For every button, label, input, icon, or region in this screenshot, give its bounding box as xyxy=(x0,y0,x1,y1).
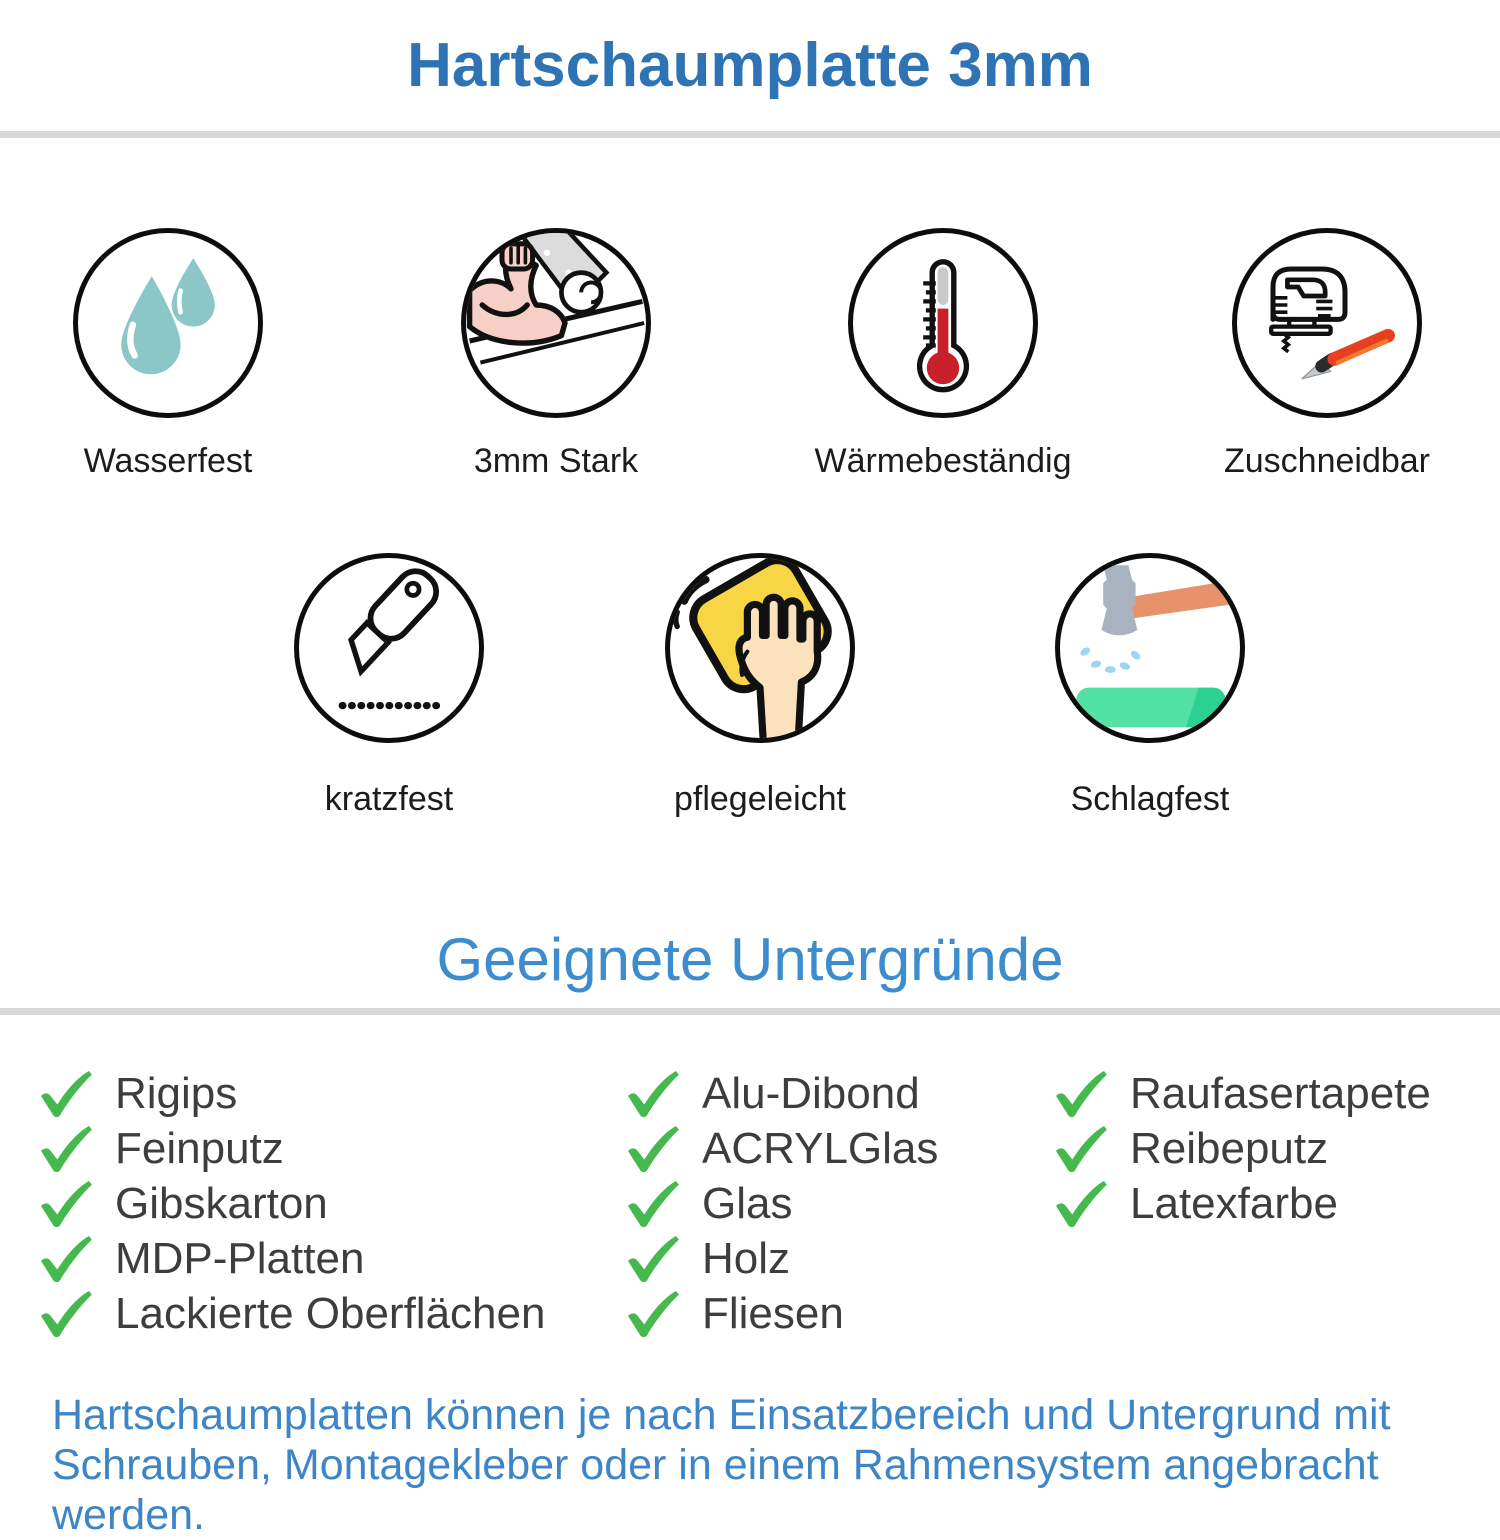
list-item xyxy=(35,1231,545,1286)
list-item xyxy=(1050,1066,1431,1121)
water-drops-icon xyxy=(78,233,258,413)
feature-label: Wärmebeständig xyxy=(814,442,1072,480)
substrates-column-2 xyxy=(622,1066,938,1341)
feature-icon-circle xyxy=(848,228,1038,418)
page-title: Hartschaumplatte 3mm xyxy=(407,31,1093,100)
footer-note-line: Schrauben, Montagekleber oder in einem Rahmensystem angebracht werden. xyxy=(52,1441,1379,1539)
substrate-item-label: Gibskarton xyxy=(115,1178,328,1228)
check-icon xyxy=(622,1070,682,1118)
substrate-item-label: Raufasertapete xyxy=(1130,1068,1431,1118)
list-item xyxy=(1050,1176,1431,1231)
utility-knife-icon xyxy=(299,558,479,738)
list-item xyxy=(622,1066,938,1121)
footer-note xyxy=(52,1390,1500,1540)
substrate-item-label: Latexfarbe xyxy=(1130,1178,1338,1228)
list-item xyxy=(622,1231,938,1286)
feature-icon-circle xyxy=(1232,228,1422,418)
check-icon xyxy=(35,1235,95,1283)
jigsaw-cutter-icon xyxy=(1237,233,1417,413)
feature-label: Wasserfest xyxy=(83,442,253,480)
feature-icon-circle xyxy=(73,228,263,418)
feature-icon-circle xyxy=(1055,553,1245,743)
divider xyxy=(0,131,1500,138)
feature-icon-circle xyxy=(665,553,855,743)
feature-label: pflegeleicht xyxy=(673,780,846,818)
check-icon xyxy=(35,1125,95,1173)
substrate-item-label: Holz xyxy=(702,1233,791,1283)
wiping-hand-icon xyxy=(670,558,850,738)
substrate-item-label: Lackierte Oberflächen xyxy=(115,1288,546,1338)
feature-icon-circle xyxy=(294,553,484,743)
feature-label: Schlagfest xyxy=(1070,780,1230,818)
check-icon xyxy=(622,1125,682,1173)
check-icon xyxy=(622,1290,682,1338)
substrates-column-3 xyxy=(1050,1066,1431,1231)
substrates-column-1 xyxy=(35,1066,545,1341)
list-item xyxy=(622,1121,938,1176)
substrate-item-label: ACRYLGlas xyxy=(702,1123,939,1173)
thermometer-icon xyxy=(853,233,1033,413)
check-icon xyxy=(35,1070,95,1118)
list-item xyxy=(35,1286,545,1341)
substrate-item-label: Glas xyxy=(702,1178,793,1228)
substrate-item-label: Alu-Dibond xyxy=(702,1068,920,1118)
check-icon xyxy=(1050,1125,1110,1173)
substrate-item-label: MDP-Platten xyxy=(115,1233,365,1283)
feature-icon-circle xyxy=(461,228,651,418)
list-item xyxy=(1050,1121,1431,1176)
list-item xyxy=(35,1066,545,1121)
list-item xyxy=(622,1286,938,1341)
substrate-item-label: Rigips xyxy=(115,1068,238,1118)
check-icon xyxy=(1050,1180,1110,1228)
flexed-arm-roll-icon xyxy=(466,233,646,413)
substrate-item-label: Fliesen xyxy=(702,1288,844,1338)
check-icon xyxy=(35,1290,95,1338)
footer-note-line: Hartschaumplatten können je nach Einsatzbereich und Untergrund mit xyxy=(52,1391,1391,1439)
substrates-heading: Geeignete Untergründe xyxy=(436,926,1064,993)
substrate-item-label: Feinputz xyxy=(115,1123,284,1173)
check-icon xyxy=(35,1180,95,1228)
check-icon xyxy=(1050,1070,1110,1118)
divider xyxy=(0,1008,1500,1015)
check-icon xyxy=(622,1180,682,1228)
list-item xyxy=(35,1121,545,1176)
list-item xyxy=(622,1176,938,1231)
check-icon xyxy=(622,1235,682,1283)
hammer-icon xyxy=(1060,558,1240,738)
feature-label: Zuschneidbar xyxy=(1223,442,1430,480)
substrate-item-label: Reibeputz xyxy=(1130,1123,1329,1173)
feature-label: 3mm Stark xyxy=(473,442,639,480)
list-item xyxy=(35,1176,545,1231)
feature-label: kratzfest xyxy=(324,780,454,818)
